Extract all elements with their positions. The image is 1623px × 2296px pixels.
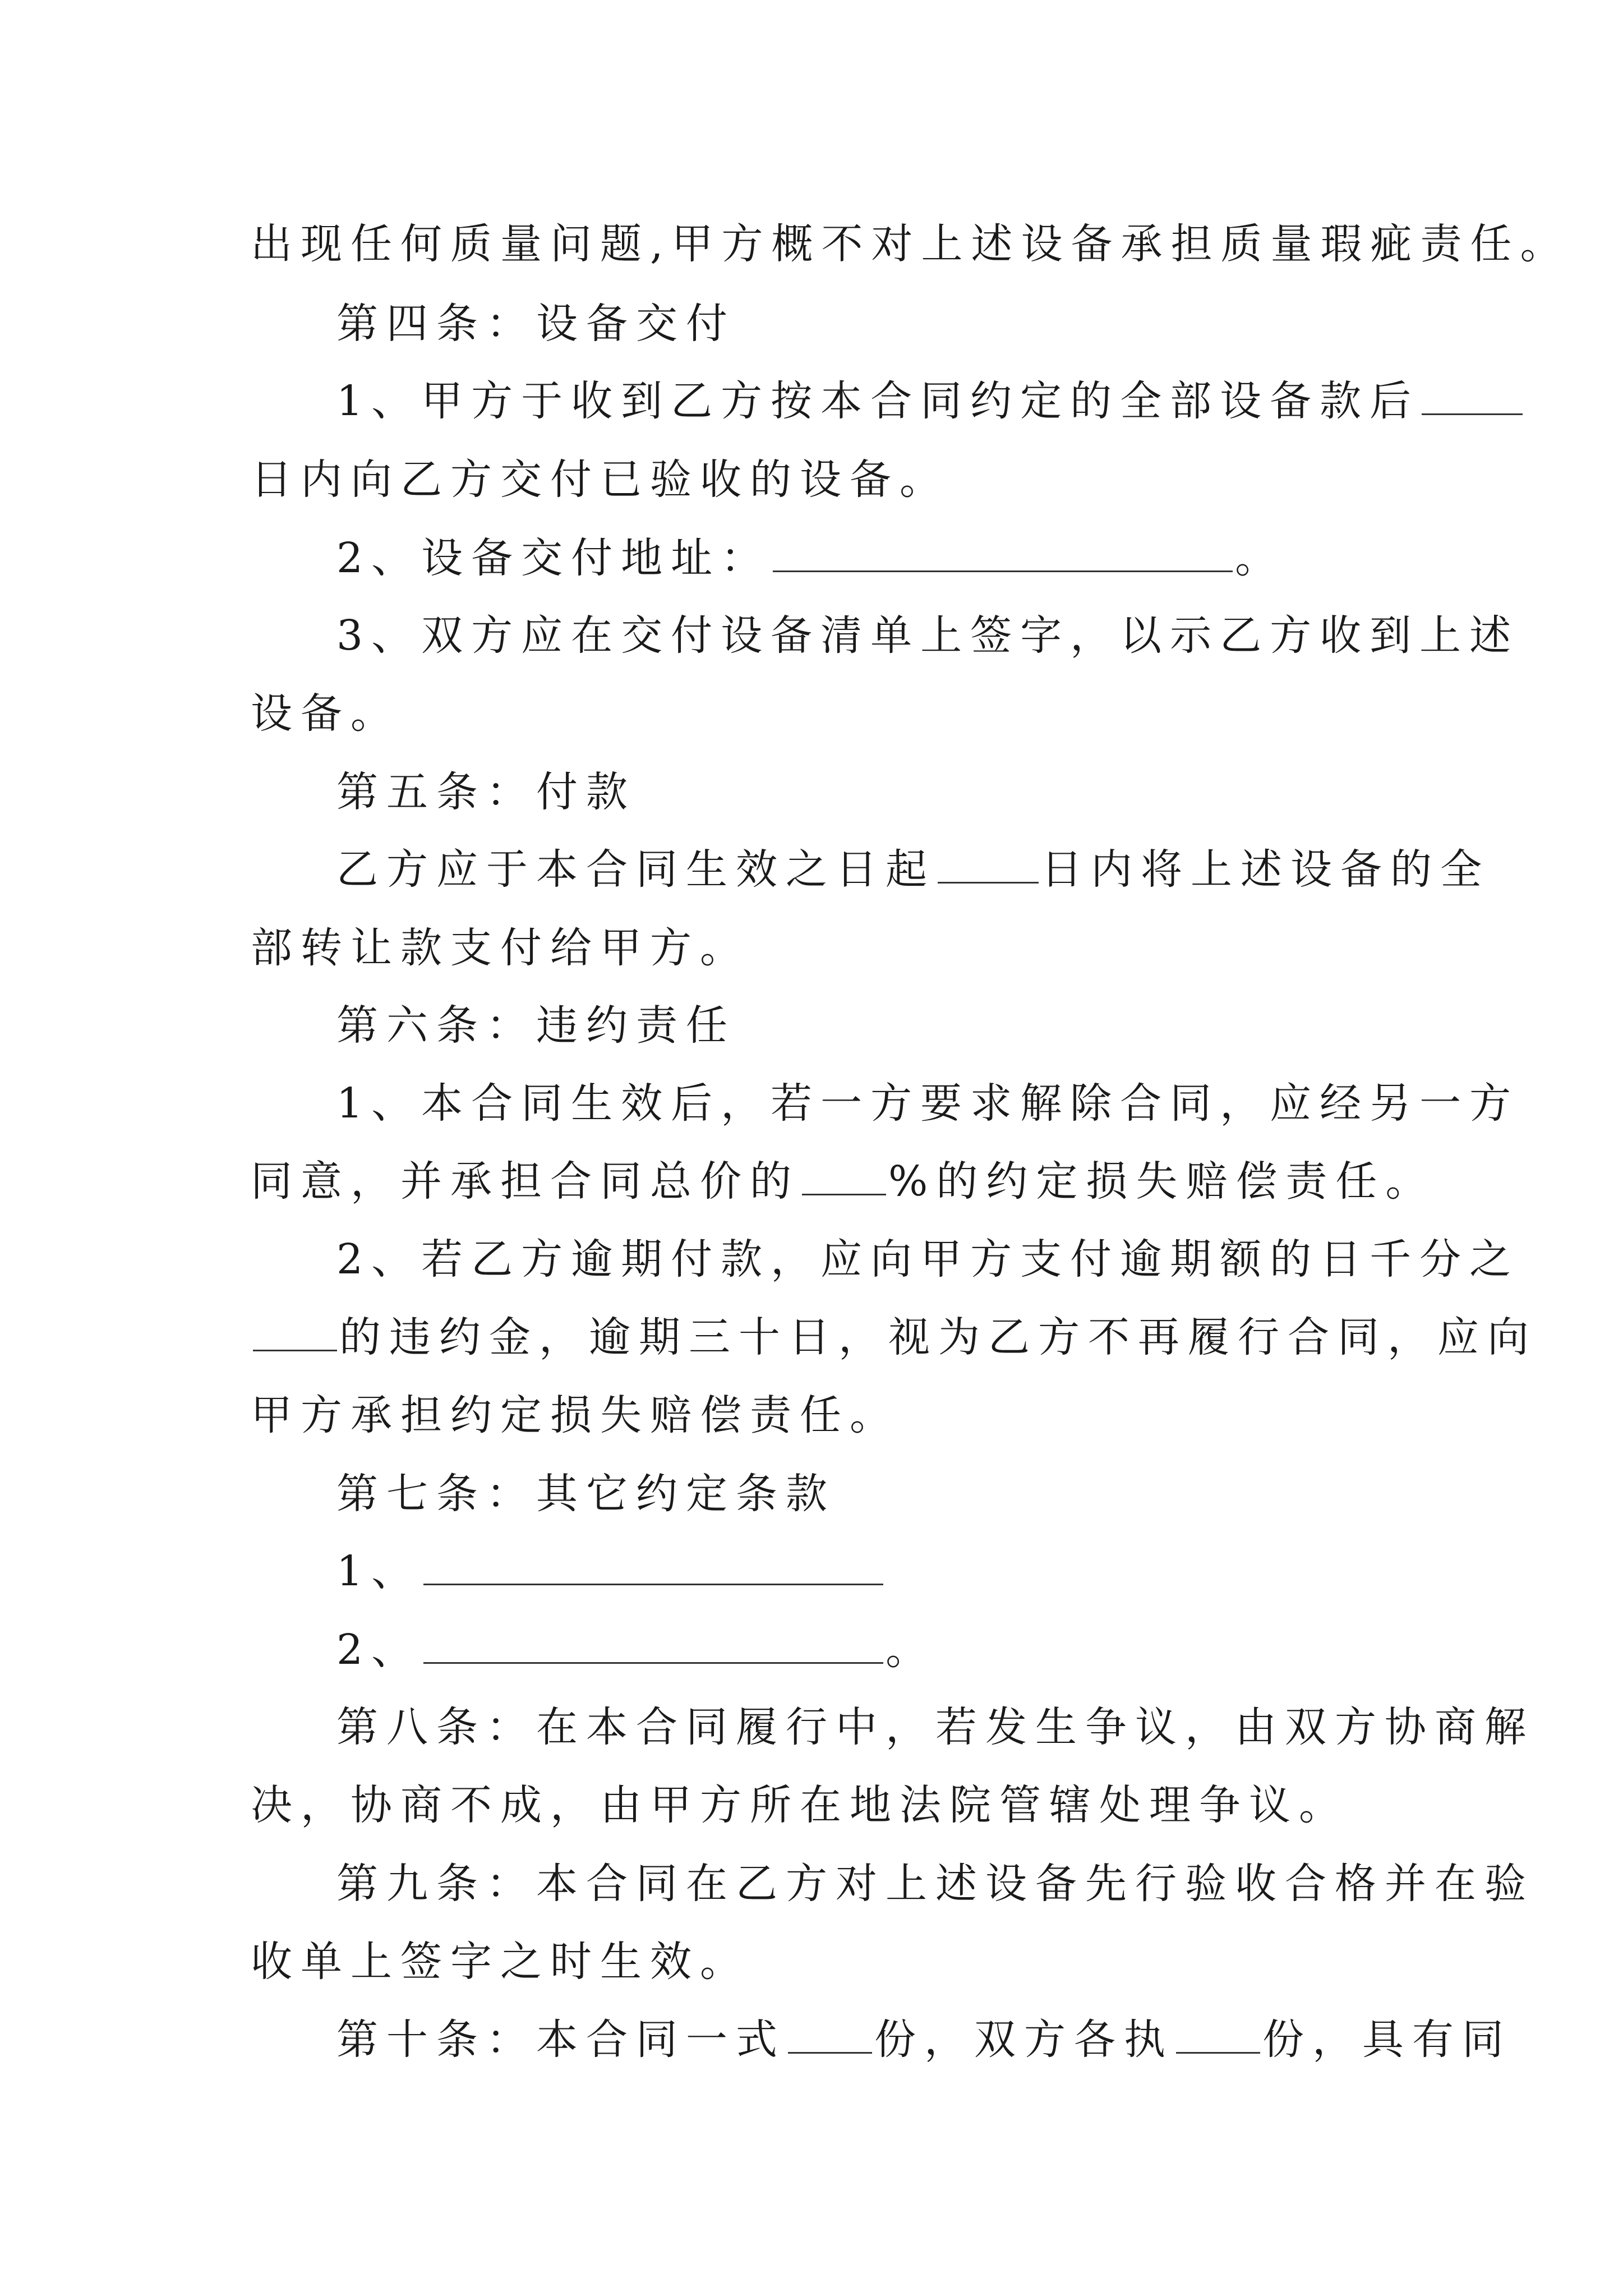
text-segment: 2、设备交付地址：	[336, 534, 771, 582]
clause-6-item-1-line-2	[251, 1153, 1435, 1209]
text-segment: 决，协商不成，由甲方所在地法院管辖处理争议。	[251, 1781, 1349, 1829]
text-segment: 。	[886, 1626, 936, 1674]
clause-4-item-1-line-2	[251, 452, 949, 508]
text-segment: 收单上签字之时生效。	[251, 1938, 750, 1986]
clause-9-line-2	[251, 1934, 750, 1990]
clause-4-item-1-line-1	[336, 373, 1525, 429]
text-segment: 第九条：本合同在乙方对上述设备先行验收合格并在验	[336, 1860, 1534, 1908]
text-segment: 部转让款支付给甲方。	[251, 924, 750, 972]
text-segment: 第四条：设备交付	[336, 300, 736, 348]
text-segment: %的约定损失赔偿责任。	[888, 1157, 1436, 1205]
fill-blank	[423, 1623, 883, 1664]
text-segment: 第十条：本合同一式	[336, 2016, 786, 2064]
text-segment: 2、	[336, 1626, 422, 1674]
clause-7-item-2	[336, 1622, 935, 1678]
text-segment: 出现任何质量问题,甲方概不对上述设备承担质量瑕疵责任。	[251, 220, 1570, 268]
text-segment: 1、本合同生效后，若一方要求解除合同，应经另一方	[336, 1079, 1520, 1128]
text-segment: 份，双方各执	[874, 2016, 1174, 2064]
clause-4-item-2	[336, 530, 1285, 586]
text-segment: 乙方应于本合同生效之日起	[336, 845, 935, 894]
text-segment: 第七条：其它约定条款	[336, 1470, 836, 1518]
text-segment: 3、双方应在交付设备清单上签字，以示乙方收到上述	[336, 611, 1520, 660]
clause-10-line-1	[336, 2012, 1512, 2068]
clause-5-heading	[336, 764, 636, 820]
text-segment: 日内向乙方交付已验收的设备。	[251, 455, 949, 504]
text-segment: 设备。	[251, 689, 400, 738]
fill-blank	[1422, 374, 1523, 415]
clause-5-body-line-1	[336, 841, 1490, 898]
clause-6-item-2-line-1	[336, 1231, 1519, 1287]
text-segment: 第八条：在本合同履行中，若发生争议，由双方协商解	[336, 1703, 1534, 1751]
fill-blank	[773, 531, 1233, 572]
clause-3-continuation-line	[251, 216, 1570, 272]
text-segment: 同意，并承担合同总价的	[251, 1157, 800, 1205]
clause-4-heading	[336, 296, 736, 352]
text-segment: 1、甲方于收到乙方按本合同约定的全部设备款后	[336, 377, 1420, 425]
clause-4-item-3-line-2	[251, 685, 400, 742]
fill-blank	[788, 2013, 872, 2054]
clause-6-item-2-line-2	[251, 1309, 1537, 1365]
fill-blank	[802, 1154, 886, 1195]
clause-8-line-2	[251, 1777, 1349, 1833]
text-segment: 2、若乙方逾期付款，应向甲方支付逾期额的日千分之	[336, 1235, 1520, 1283]
text-segment: 第六条：违约责任	[336, 1001, 736, 1050]
fill-blank	[1176, 2013, 1260, 2054]
fill-blank	[423, 1544, 883, 1585]
text-segment: 1、	[336, 1547, 422, 1595]
text-segment: 份，具有同	[1262, 2016, 1512, 2064]
clause-6-item-1-line-1	[336, 1075, 1519, 1131]
clause-6-item-2-line-3	[251, 1387, 900, 1443]
text-segment: 。	[1235, 534, 1285, 582]
text-segment: 日内将上述设备的全	[1041, 845, 1490, 894]
text-segment: 的违约金，逾期三十日，视为乙方不再履行合同，应向	[339, 1313, 1537, 1361]
fill-blank	[938, 843, 1039, 884]
clause-7-item-1	[336, 1543, 886, 1599]
clause-5-body-line-2	[251, 920, 750, 976]
clause-6-heading	[336, 997, 736, 1053]
fill-blank	[253, 1310, 337, 1351]
clause-8-line-1	[336, 1699, 1534, 1755]
clause-4-item-3-line-1	[336, 608, 1519, 664]
clause-7-heading	[336, 1466, 836, 1522]
text-segment: 第五条：付款	[336, 768, 636, 816]
clause-9-line-1	[336, 1856, 1534, 1912]
text-segment: 甲方承担约定损失赔偿责任。	[251, 1391, 900, 1439]
